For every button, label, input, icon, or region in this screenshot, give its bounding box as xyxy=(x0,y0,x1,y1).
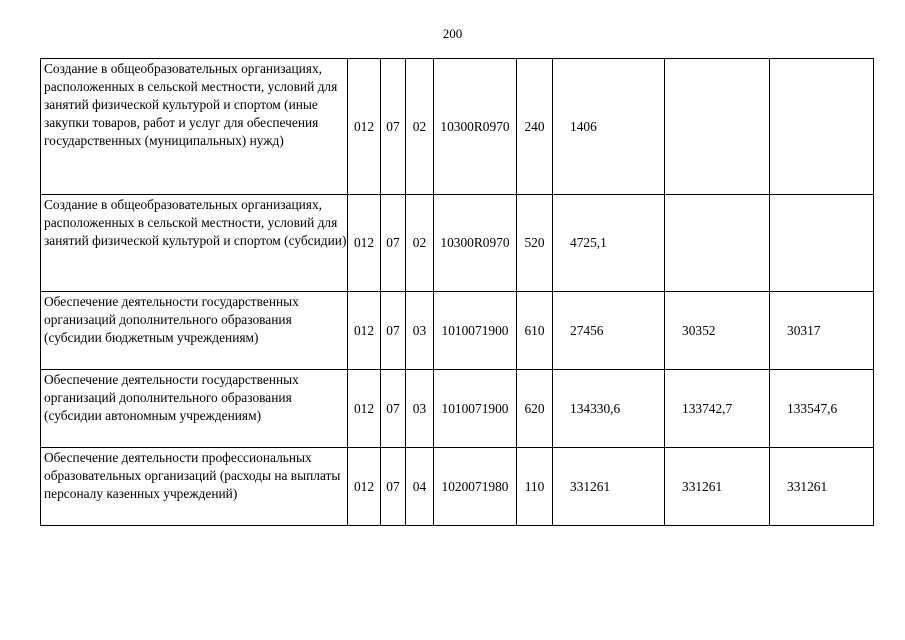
target-article-code: 1020071980 xyxy=(434,448,517,526)
ministry-code: 012 xyxy=(348,370,381,448)
ministry-code: 012 xyxy=(348,59,381,195)
target-article-code: 10300R0970 xyxy=(434,195,517,292)
budget-table xyxy=(40,58,874,526)
amount-year-2 xyxy=(665,195,770,292)
section-code: 07 xyxy=(381,448,406,526)
section-code: 07 xyxy=(381,195,406,292)
target-article-code: 1010071900 xyxy=(434,370,517,448)
target-article-code: 1010071900 xyxy=(434,292,517,370)
amount-year-3 xyxy=(770,59,874,195)
amount-year-1: 134330,6 xyxy=(553,370,665,448)
target-article-code: 10300R0970 xyxy=(434,59,517,195)
table-row xyxy=(41,292,874,370)
amount-year-3: 331261 xyxy=(770,448,874,526)
amount-year-3: 30317 xyxy=(770,292,874,370)
page-number: 200 xyxy=(442,26,463,41)
expense-type-code: 610 xyxy=(517,292,553,370)
row-description: Обеспечение деятельности государственных организаций дополнительного образования (субсидии бюджетным учреждениям) xyxy=(41,292,348,370)
amount-year-1: 331261 xyxy=(553,448,665,526)
amount-year-3 xyxy=(770,195,874,292)
subsection-code: 04 xyxy=(406,448,434,526)
table-row xyxy=(41,370,874,448)
amount-year-2: 331261 xyxy=(665,448,770,526)
subsection-code: 03 xyxy=(406,370,434,448)
expense-type-code: 620 xyxy=(517,370,553,448)
row-description: Обеспечение деятельности профессиональных образовательных организаций (расходы на выплаты персоналу казенных учреждений) xyxy=(41,448,348,526)
ministry-code: 012 xyxy=(348,292,381,370)
amount-year-1: 27456 xyxy=(553,292,665,370)
table-row xyxy=(41,59,874,195)
subsection-code: 03 xyxy=(406,292,434,370)
amount-year-3: 133547,6 xyxy=(770,370,874,448)
amount-year-2 xyxy=(665,59,770,195)
row-description: Создание в общеобразовательных организациях, расположенных в сельской местности, условий для занятий физической культурой и спортом (субсидии) xyxy=(41,195,348,292)
subsection-code: 02 xyxy=(406,195,434,292)
expense-type-code: 520 xyxy=(517,195,553,292)
ministry-code: 012 xyxy=(348,195,381,292)
table-row xyxy=(41,195,874,292)
expense-type-code: 110 xyxy=(517,448,553,526)
amount-year-2: 133742,7 xyxy=(665,370,770,448)
section-code: 07 xyxy=(381,370,406,448)
row-description: Создание в общеобразовательных организациях, расположенных в сельской местности, условий для занятий физической культурой и спортом (иные закупки товаров, работ и услуг для обеспечения государственных (муниципальных) нужд) xyxy=(41,59,348,195)
amount-year-2: 30352 xyxy=(665,292,770,370)
subsection-code: 02 xyxy=(406,59,434,195)
amount-year-1: 4725,1 xyxy=(553,195,665,292)
table-row xyxy=(41,448,874,526)
expense-type-code: 240 xyxy=(517,59,553,195)
section-code: 07 xyxy=(381,292,406,370)
ministry-code: 012 xyxy=(348,448,381,526)
section-code: 07 xyxy=(381,59,406,195)
amount-year-1: 1406 xyxy=(553,59,665,195)
row-description: Обеспечение деятельности государственных организаций дополнительного образования (субсидии автономным учреждениям) xyxy=(41,370,348,448)
